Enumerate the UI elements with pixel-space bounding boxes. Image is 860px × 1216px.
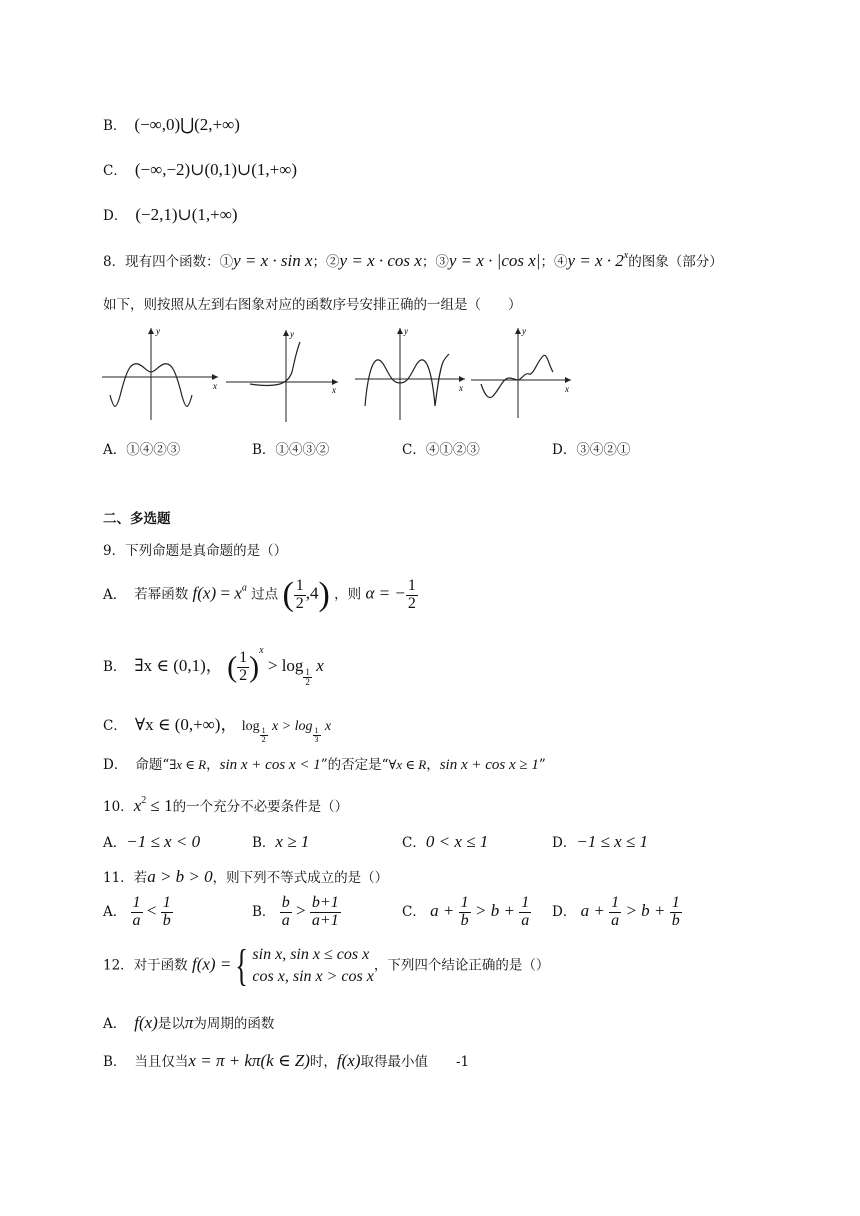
q10-stem [103, 795, 348, 816]
text: ”的否定是“ [320, 757, 389, 773]
fraction [459, 895, 471, 930]
case-1: sin x, sin x ≤ cos x [252, 946, 370, 964]
numerator: b [281, 894, 290, 911]
q10-option-b[interactable] [252, 831, 309, 852]
text: 是以 [157, 1016, 185, 1032]
base: x [234, 583, 242, 603]
numerator: 1 [611, 894, 620, 911]
denominator: 2 [239, 667, 248, 684]
text: 取得最小值 [360, 1054, 428, 1070]
denominator: 2 [295, 594, 304, 612]
piecewise-cases [252, 944, 373, 987]
fraction [161, 895, 173, 930]
text: 时， [309, 1054, 337, 1070]
q8-option-b[interactable] [252, 438, 329, 458]
numerator: b+1 [311, 894, 339, 911]
option-label: B． [103, 118, 127, 134]
exponent: x [259, 645, 264, 656]
q8-sep: ；② [312, 254, 340, 270]
stem-text: ，下列四个结论正确的是（） [373, 957, 550, 974]
fraction [280, 895, 292, 930]
y-axis-label: y [156, 326, 160, 336]
numerator: 1 [314, 725, 319, 735]
q9-stem: 9．下列命题是真命题的是（） [103, 543, 288, 559]
minimum-value: -1 [456, 1054, 470, 1070]
q10-option-a[interactable] [103, 831, 200, 852]
denominator: b [162, 911, 171, 929]
fraction [670, 895, 682, 930]
q8-function-1: y = x · sin x [233, 251, 313, 270]
denominator: 2 [407, 594, 416, 612]
expression: a + [430, 900, 455, 920]
alpha-expression: α = − [365, 583, 406, 603]
quantifier: ∀x ∈ R [388, 757, 427, 772]
q8-function-3: y = x · |cos x| [448, 251, 541, 270]
question-number: 10． [103, 799, 134, 815]
option-label: C． [103, 163, 127, 179]
q11-option-d[interactable] [552, 895, 682, 930]
quantifier: ∀x ∈ (0,+∞)， [134, 715, 238, 734]
y-axis-arrow [397, 328, 403, 334]
text: 若幂函数 [134, 586, 189, 603]
equals: = [220, 583, 231, 603]
curve [250, 342, 300, 386]
option-label: D． [552, 903, 577, 920]
q8-function-4: y = x · 2 [567, 251, 624, 270]
option-label: C． [402, 903, 426, 920]
option-label: B． [103, 659, 127, 675]
log-base [313, 727, 321, 745]
option-label: A． [103, 903, 127, 920]
numerator: 1 [305, 666, 310, 677]
denominator: 2 [261, 735, 266, 744]
case-2: cos x, sin x > cos x [252, 968, 374, 985]
condition: x = π + kπ(k ∈ Z) [188, 1051, 310, 1070]
y-axis-arrow [148, 328, 154, 334]
q8-stem-line2: 如下，则按照从左到右图象对应的函数序号安排正确的一组是（ ） [103, 297, 522, 313]
q12-stem [103, 941, 550, 990]
brace: { [235, 941, 249, 990]
numerator: 1 [162, 894, 171, 911]
right-paren: ) [249, 650, 260, 684]
x-axis-arrow [212, 374, 218, 380]
fraction [131, 895, 143, 930]
denominator: a [611, 911, 620, 929]
option-label: C． [103, 718, 127, 734]
y-axis-arrow [283, 330, 289, 336]
denominator: a [281, 911, 290, 929]
function-symbol: f(x) = [191, 954, 232, 974]
text: 为周期的函数 [193, 1016, 275, 1032]
option-label: B． [252, 903, 276, 920]
variable: x [316, 656, 324, 675]
x-axis-label: x [565, 384, 569, 394]
q7-option-d[interactable] [103, 204, 238, 225]
q10-option-d[interactable] [552, 831, 648, 852]
question-number: 12．对于函数 [103, 957, 188, 974]
expression: a + [580, 900, 605, 920]
graph-2 [222, 322, 344, 424]
option-label: B． [103, 1054, 127, 1070]
curve [481, 355, 553, 397]
q12-option-a[interactable] [103, 1012, 274, 1033]
text: ” [538, 757, 546, 773]
fraction [519, 895, 531, 930]
numerator: 1 [295, 576, 304, 594]
q8-option-c[interactable] [402, 438, 480, 458]
option-label: D． [552, 835, 577, 851]
condition: a > b > 0 [147, 867, 213, 886]
x-axis-arrow [459, 376, 465, 382]
option-text: 0 < x ≤ 1 [425, 832, 489, 851]
quantifier: ∃x ∈ R [169, 757, 207, 772]
option-label: A． [103, 835, 127, 851]
q8-suffix: 的图象（部分） [628, 254, 723, 270]
exponent: 2 [141, 795, 147, 806]
option-text: x ≥ 1 [275, 832, 310, 851]
log-base [303, 668, 312, 688]
graph-3 [353, 322, 469, 424]
y-axis-label: y [404, 326, 408, 336]
left-paren: ( [227, 650, 238, 684]
point-rest: ,4 [305, 583, 319, 603]
option-label: B． [252, 442, 276, 458]
q8-function-4-exponent: x [623, 250, 629, 261]
x-axis-label: x [459, 383, 463, 393]
x-axis-arrow [565, 377, 571, 383]
exponent: a [241, 582, 247, 594]
q9-option-d[interactable] [103, 753, 546, 774]
numerator: 1 [521, 894, 530, 911]
relation: > [296, 900, 306, 920]
q8-option-a[interactable] [103, 438, 180, 458]
stem-text: ，则下列不等式成立的是（） [212, 870, 389, 886]
text: 当且仅当 [134, 1054, 189, 1070]
q8-prefix: 8．现有四个函数：① [103, 254, 234, 270]
pi-symbol: π [184, 1013, 194, 1032]
q8-option-d[interactable] [552, 438, 630, 458]
section-title: 二、多选题 [103, 511, 171, 527]
option-expression: (−2,1)∪(1,+∞) [135, 205, 238, 224]
numerator: 1 [132, 894, 141, 911]
option-label: D． [103, 757, 128, 773]
denominator: 3 [314, 735, 319, 744]
q7-option-c[interactable] [103, 159, 297, 180]
q8-sep: ；④ [540, 254, 568, 270]
fraction [609, 895, 621, 930]
option-label: A． [103, 586, 127, 603]
text: ， [426, 757, 440, 773]
x-axis-label: x [213, 381, 217, 391]
graph-4 [469, 322, 579, 424]
fraction [237, 650, 249, 685]
denominator: a [521, 911, 530, 929]
option-label: D． [103, 208, 128, 224]
expression: sin x + cos x ≥ 1 [439, 757, 539, 773]
y-axis-label: y [522, 326, 526, 336]
left-paren: ( [282, 576, 294, 613]
log: log [241, 719, 260, 734]
denominator: a+1 [311, 911, 339, 929]
q9-option-b[interactable] [103, 645, 324, 687]
function-symbol: f(x) [336, 1051, 361, 1070]
option-label: B． [252, 835, 276, 851]
q8-stem-line1 [103, 250, 723, 271]
q11-option-b[interactable] [252, 895, 341, 930]
x-axis-label: x [332, 385, 336, 395]
option-text: ④①②③ [425, 442, 480, 458]
relation: < [146, 900, 157, 920]
denominator: b [460, 911, 469, 929]
curve-right [435, 354, 449, 406]
option-expression: (−∞,−2)∪(0,1)∪(1,+∞) [134, 160, 298, 179]
q11-option-c[interactable] [402, 895, 531, 930]
option-label: D． [552, 442, 577, 458]
q11-option-a[interactable] [103, 895, 173, 930]
fraction [310, 895, 341, 930]
text: 过点 [251, 586, 279, 603]
function-symbol: f(x) [192, 583, 217, 603]
numerator: 1 [407, 576, 416, 594]
option-label: C． [402, 835, 426, 851]
option-text: −1 ≤ x ≤ 1 [576, 832, 649, 851]
fraction [406, 578, 418, 613]
option-text: ①④②③ [126, 442, 181, 458]
option-label: A． [103, 1016, 127, 1032]
y-axis-label: y [290, 329, 294, 339]
relation: > log [267, 656, 304, 675]
fraction [294, 578, 306, 613]
question-number: 11．若 [103, 870, 148, 886]
quantifier: ∃x ∈ (0,1)， [134, 656, 223, 675]
numerator: 1 [261, 725, 266, 735]
expression: > b + [474, 900, 515, 920]
text: ，则 [334, 586, 362, 603]
option-expression: (−∞,0)⋃(2,+∞) [134, 115, 240, 134]
option-label: C． [402, 442, 426, 458]
q10-option-c[interactable] [402, 831, 488, 852]
option-text: −1 ≤ x < 0 [126, 832, 201, 851]
q9-option-c[interactable] [103, 710, 331, 744]
numerator: 1 [671, 894, 680, 911]
numerator: 1 [239, 649, 248, 667]
numerator: 1 [460, 894, 469, 911]
expression: x [133, 796, 142, 815]
right-paren: ) [318, 576, 330, 613]
variable: x [324, 719, 332, 734]
q8-function-2: y = x · cos x [339, 251, 422, 270]
y-axis-arrow [515, 328, 521, 334]
q11-stem [103, 866, 388, 887]
q9-option-a[interactable] [103, 576, 418, 614]
denominator: b [671, 911, 680, 929]
denominator: a [132, 911, 141, 929]
text: 命题“ [135, 757, 170, 773]
option-text: ③④②① [576, 442, 631, 458]
q8-sep: ；③ [421, 254, 449, 270]
log-base [260, 727, 268, 745]
stem-text: 的一个充分不必要条件是（） [172, 799, 349, 815]
denominator: 2 [305, 677, 310, 687]
q7-option-b[interactable] [103, 114, 240, 135]
expression: x > log [271, 719, 313, 734]
option-label: A． [103, 442, 127, 458]
function-symbol: f(x) [134, 1013, 158, 1032]
q12-option-b[interactable] [103, 1050, 469, 1071]
text: ， [206, 757, 220, 773]
option-text: ①④③② [275, 442, 330, 458]
expression: > b + [625, 900, 666, 920]
expression: sin x + cos x < 1 [219, 757, 321, 773]
relation: ≤ 1 [146, 796, 173, 815]
graph-1 [100, 322, 222, 424]
